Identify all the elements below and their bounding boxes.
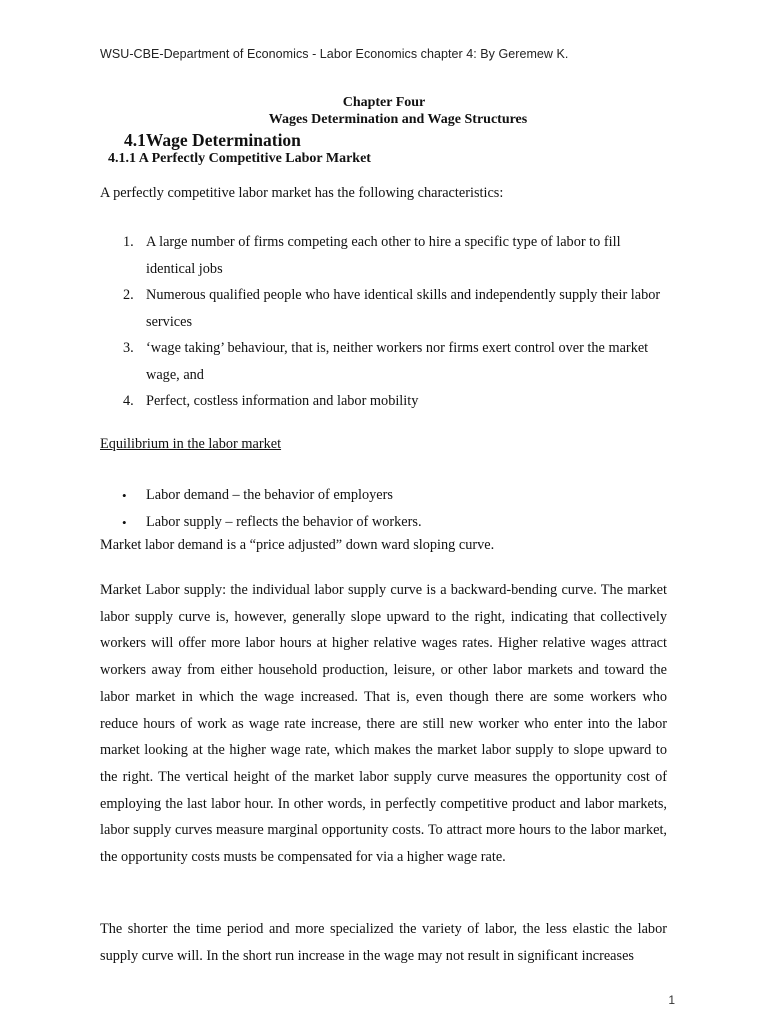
list-number: 1.	[123, 234, 134, 250]
chapter-number: Chapter Four	[342, 95, 426, 110]
elasticity-paragraph: The shorter the time period and more specialized the variety of labor, the less elastic the labor supply curve will. In the short run increase in the wage may not result in significant increases	[100, 921, 667, 964]
page-number: 1	[668, 993, 675, 1007]
intro-sentence: A perfectly competitive labor market has the following characteristics:	[100, 185, 504, 201]
list-item	[100, 388, 670, 415]
list-item-text: Perfect, costless information and labor mobility	[146, 393, 419, 409]
bullet-icon: •	[122, 515, 127, 530]
characteristics-list	[100, 229, 670, 415]
list-item	[100, 229, 670, 282]
list-number: 3.	[123, 340, 134, 356]
labor-demand-note: Market labor demand is a “price adjusted” down ward sloping curve.	[100, 537, 495, 553]
list-item-text: Numerous qualified people who have identical skills and independently supply their labor services	[146, 287, 661, 330]
list-item-text: A large number of firms competing each other to hire a specific type of labor to fill identical jobs	[146, 234, 621, 277]
equilibrium-bullets	[100, 482, 670, 536]
list-item-text: ‘wage taking’ behaviour, that is, neither workers nor firms exert control over the market wage, and	[146, 340, 649, 383]
list-item-text: Labor demand – the behavior of employers	[146, 487, 393, 503]
list-item-text: Labor supply – reflects the behavior of workers.	[146, 514, 422, 530]
section-heading: 4.1Wage Determination	[124, 130, 301, 150]
list-item	[100, 335, 670, 388]
equilibrium-heading: Equilibrium in the labor market	[100, 436, 282, 452]
running-header: WSU-CBE-Department of Economics - Labor Economics chapter 4: By Geremew K.	[100, 47, 569, 61]
list-item	[100, 509, 670, 536]
chapter-title: Wages Determination and Wage Structures	[268, 112, 528, 127]
labor-supply-paragraph: Market Labor supply: the individual labor supply curve is a backward-bending curve. The market labor supply curve is, however, generally slope upward to the right, indicating that collectively workers will offer more labor hours at higher relative wages rates. Higher relative wages attract workers away from either household production, leisure, or other labor markets and toward the labor market in which the wage increased. That is, even though there are some workers who reduce hours of work as wage rate increase, there are still new worker who enter into the labor market looking at the higher wage rate, which makes the market labor supply to slope upward to the right. The vertical height of the market labor supply curve measures the opportunity cost of employing the last labor hour. In other words, in perfectly competitive product and labor markets, labor supply curves measure marginal opportunity costs. To attract more hours to the labor market, the opportunity costs musts be compensated for via a higher wage rate.	[100, 582, 667, 866]
list-number: 4.	[123, 393, 134, 409]
list-item	[100, 482, 670, 509]
subsection-heading: 4.1.1 A Perfectly Competitive Labor Market	[108, 151, 371, 166]
list-number: 2.	[123, 287, 134, 303]
list-item	[100, 282, 670, 335]
bullet-icon: •	[122, 488, 127, 503]
